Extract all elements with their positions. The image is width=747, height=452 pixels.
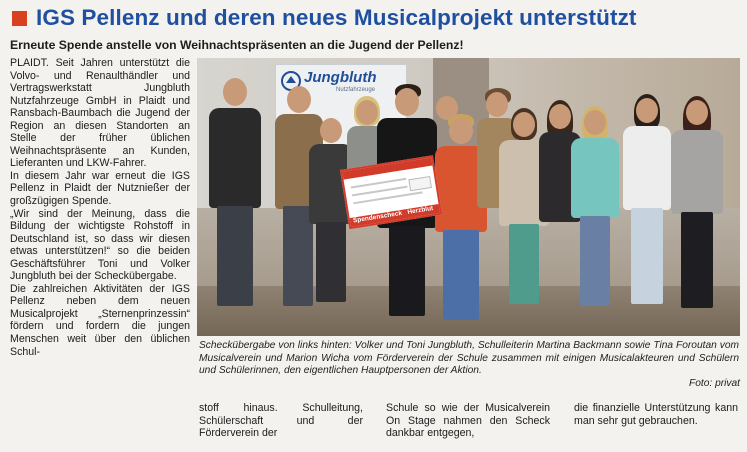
article-paragraph: Die zahlreichen Aktivitäten der IGS Pellenz neben dem neuen Musicalprojekt „Sternenprinzessin“ fördern und fordern die jungen Menschen weit über den üblichen Schul- [10, 282, 190, 358]
person-girl-3 [571, 108, 619, 328]
article-column-2 [199, 402, 363, 440]
headline-marker-square [12, 11, 27, 26]
person-volker [209, 78, 261, 328]
cheque-sub-label: Herzblut [406, 204, 434, 216]
headline-row [8, 4, 743, 34]
article-headline: IGS Pellenz und deren neues Musicalprojekt unterstützt [36, 5, 637, 30]
article-paragraph: „Wir sind der Meinung, dass die Bildung der wichtigste Rohstoff in Deutschland ist, so dass wir diesen etwas unterstützen!“ so die beiden Geschäftsführer Toni und Volker Jungbluth bei der Scheckübergabe. [10, 207, 190, 283]
banner-logo-subtitle: Nutzfahrzeuge [336, 87, 376, 93]
photo-credit: Foto: privat [689, 378, 740, 389]
article-paragraph: In diesem Jahr war erneut die IGS Pellenz in Plaidt der Nutznießer der großzügigen Spende. [10, 169, 190, 208]
cheque-amount-box [408, 176, 432, 191]
photo-caption: Scheckübergabe von links hinten: Volker und Toni Jungbluth, Schulleiterin Martina Backmann sowie Tina Foroutan vom Musicalverein und Marion Wicha vom Förderverein der Schule zusammen mit einigen Musicalakteuren und Schülern und Schülerinnen, den eigentlichen Hauptpersonen der Aktion. [199, 340, 739, 376]
article-column-4 [574, 402, 738, 427]
article-paragraph: die finanzielle Unterstützung kann man sehr gut gebrauchen. [574, 402, 738, 427]
person-girl-hell [623, 96, 671, 328]
banner-logo-text: Jungbluth [304, 69, 377, 86]
article-subheadline: Erneute Spende anstelle von Weihnachtspräsenten an die Jugend der Pellenz! [10, 38, 464, 52]
cheque-label: Spendenscheck [352, 209, 403, 225]
person-girl-4 [671, 98, 723, 328]
article-column-1 [10, 57, 190, 358]
article-photo [197, 58, 740, 336]
article-paragraph: PLAIDT. Seit Jahren unterstützt die Volvo- und Renaulthändler und Vertragswerkstatt Jungbluth Nutzfahrzeuge GmbH in Plaidt und Ransbach-Baumbach die Jugend der Region an diesen Standorten an Stelle der früher üblichen Weihnachtspräsente an Kunden, Lieferanten und LKW-Fahrer. [10, 57, 190, 170]
article-paragraph: Schule so wie der Musicalverein On Stage nahmen den Scheck dankbar entgegen, [386, 402, 550, 440]
article-paragraph: stoff hinaus. Schulleitung, Schülerschaft und der Förderverein der [199, 402, 363, 440]
article-column-3 [386, 402, 550, 440]
